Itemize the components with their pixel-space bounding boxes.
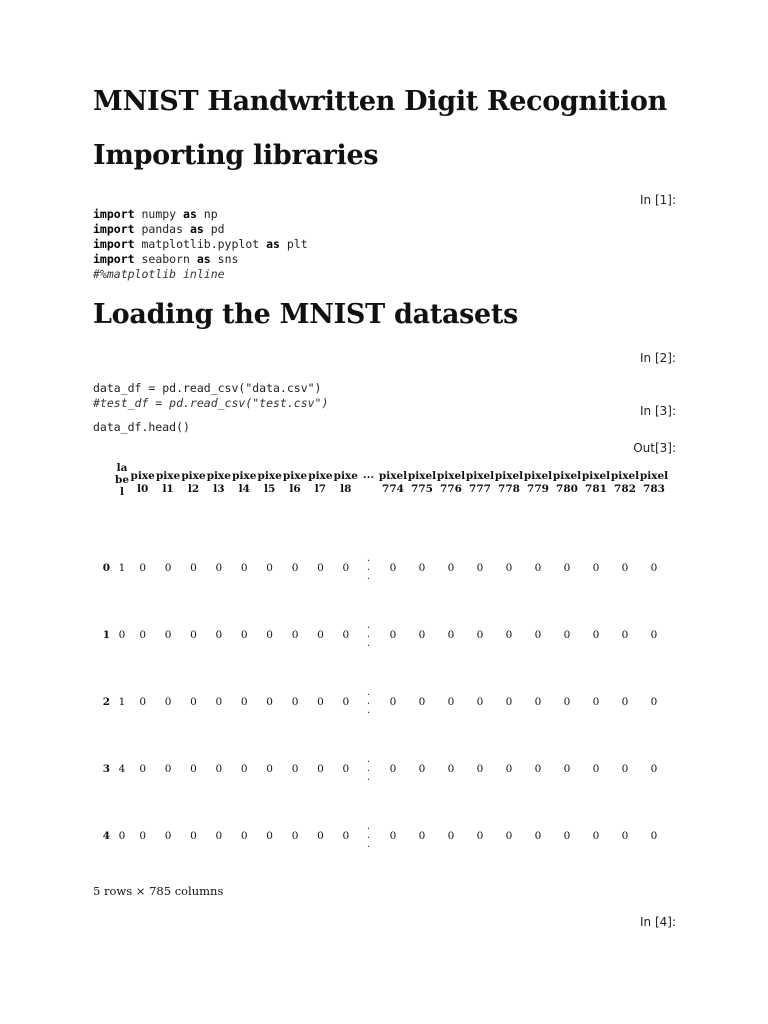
table-cell: 0	[291, 695, 299, 708]
section-heading-importing: Importing libraries	[93, 140, 379, 171]
table-cell: 0	[447, 762, 455, 775]
column-header: pixel7	[308, 470, 333, 495]
code-line	[93, 207, 308, 222]
table-cell: 0	[447, 695, 455, 708]
column-header: pixel783	[639, 470, 669, 495]
keyword: import	[93, 237, 135, 251]
table-cell: 0	[266, 695, 273, 708]
code-text: sns	[210, 252, 239, 266]
dataframe-table	[92, 462, 676, 869]
cell-label: 1	[118, 695, 126, 708]
table-cell: 0	[476, 829, 484, 842]
table-cell: 0	[317, 829, 324, 842]
table-cell: 0	[342, 695, 350, 708]
table-cell: 0	[563, 829, 571, 842]
table-cell: 0	[534, 762, 542, 775]
ellipsis-dot: .	[366, 830, 371, 841]
table-cell: 0	[418, 762, 426, 775]
code-line	[93, 222, 308, 237]
table-cell: 0	[342, 829, 350, 842]
code-text: matplotlib.pyplot	[134, 237, 267, 251]
ellipsis-dot: .	[366, 772, 371, 783]
table-cell: 0	[291, 829, 299, 842]
table-cell: 0	[418, 628, 426, 641]
ellipsis-dot: .	[366, 821, 371, 832]
table-cell: 0	[389, 829, 397, 842]
cell-label: 4	[118, 762, 126, 775]
table-cell: 0	[447, 829, 455, 842]
table-cell: 0	[418, 561, 426, 574]
table-cell: 0	[650, 561, 658, 574]
table-cell: 0	[621, 762, 629, 775]
table-cell: 0	[317, 628, 324, 641]
table-cell: 0	[215, 628, 223, 641]
cell-prompt-in-2: In [2]:	[640, 351, 676, 365]
table-cell: 0	[592, 695, 600, 708]
table-cell: 0	[190, 561, 197, 574]
code-line: data_df = pd.read_csv("data.csv")	[93, 381, 322, 395]
table-cell: 0	[164, 561, 172, 574]
table-cell: 0	[190, 628, 197, 641]
keyword: import	[93, 252, 135, 266]
table-cell: 0	[534, 628, 542, 641]
code-text: np	[196, 207, 218, 221]
table-cell: 0	[389, 762, 397, 775]
table-cell: 0	[650, 762, 658, 775]
table-row	[92, 668, 676, 735]
table-cell: 0	[139, 628, 147, 641]
table-row	[92, 735, 676, 802]
table-cell: 0	[266, 628, 273, 641]
column-header: pixel8	[333, 470, 358, 495]
table-cell: 0	[266, 829, 273, 842]
column-header: pixel776	[436, 470, 466, 495]
keyword: as	[183, 207, 197, 221]
code-comment: #%matplotlib inline	[93, 267, 225, 281]
page-title: MNIST Handwritten Digit Recognition	[93, 86, 667, 117]
code-text: numpy	[134, 207, 184, 221]
column-header: pixel775	[407, 470, 437, 495]
ellipsis-dot: .	[366, 696, 371, 707]
table-cell: 0	[389, 628, 397, 641]
column-header: pixel2	[181, 470, 206, 495]
table-cell: 0	[621, 628, 629, 641]
table-cell: 0	[266, 561, 273, 574]
keyword: as	[189, 222, 204, 236]
cell-ellipsis	[359, 621, 379, 648]
table-cell: 0	[563, 628, 571, 641]
table-cell: 0	[650, 695, 658, 708]
cell-ellipsis	[359, 822, 379, 849]
row-index: 2	[102, 695, 110, 708]
table-cell: 0	[291, 561, 299, 574]
keyword: as	[196, 252, 211, 266]
column-header: pixel5	[257, 470, 282, 495]
column-header: pixel780	[552, 470, 582, 495]
table-row	[92, 802, 676, 869]
code-line	[93, 237, 308, 252]
table-cell: 0	[190, 762, 197, 775]
table-cell: 0	[447, 628, 455, 641]
ellipsis-dot: .	[366, 562, 371, 573]
table-cell: 0	[621, 695, 629, 708]
column-header: pixel1	[155, 470, 181, 495]
row-index: 3	[102, 762, 110, 775]
table-cell: 0	[317, 762, 324, 775]
table-header-row	[92, 462, 676, 534]
cell-prompt-in-3: In [3]:	[640, 404, 676, 418]
cell-ellipsis	[359, 688, 379, 715]
table-cell: 0	[317, 695, 324, 708]
table-cell: 0	[534, 695, 542, 708]
table-cell: 0	[215, 561, 223, 574]
column-header: pixel782	[610, 470, 640, 495]
column-header: pixel778	[494, 470, 524, 495]
ellipsis-dot: .	[366, 620, 371, 631]
table-cell: 0	[240, 829, 248, 842]
table-cell: 0	[476, 628, 484, 641]
code-text: plt	[279, 237, 308, 251]
table-cell: 0	[505, 695, 513, 708]
table-cell: 0	[164, 829, 172, 842]
table-cell: 0	[266, 762, 273, 775]
table-cell: 0	[240, 762, 248, 775]
table-cell: 0	[505, 561, 513, 574]
cell-ellipsis	[359, 755, 379, 782]
column-header: pixel774	[378, 470, 408, 495]
ellipsis-dot: .	[366, 469, 371, 481]
table-cell: 0	[139, 762, 147, 775]
code-comment: #test_df = pd.read_csv("test.csv")	[93, 396, 329, 410]
keyword: import	[93, 222, 135, 236]
table-cell: 0	[139, 561, 147, 574]
table-cell: 0	[505, 762, 513, 775]
table-cell: 0	[476, 695, 484, 708]
cell-label: 0	[118, 628, 126, 641]
column-header-ellipsis	[359, 462, 379, 534]
cell-label: 1	[118, 561, 126, 574]
dataframe-summary: 5 rows × 785 columns	[93, 884, 224, 898]
table-cell: 0	[139, 829, 147, 842]
table-cell: 0	[650, 829, 658, 842]
column-header-label: label	[114, 462, 130, 498]
table-cell: 0	[190, 829, 197, 842]
ellipsis-dot: .	[366, 571, 371, 582]
index-header-cell	[92, 462, 114, 534]
ellipsis-dot: .	[366, 754, 371, 765]
code-line: data_df.head()	[93, 420, 190, 434]
row-index: 1	[102, 628, 110, 641]
table-row	[92, 534, 676, 601]
ellipsis-dot: .	[366, 839, 371, 850]
cell-prompt-out-3: Out[3]:	[633, 441, 676, 455]
table-cell: 0	[563, 695, 571, 708]
table-cell: 0	[476, 561, 484, 574]
table-cell: 0	[342, 762, 350, 775]
table-cell: 0	[418, 829, 426, 842]
column-header: pixel6	[282, 470, 308, 495]
table-cell: 0	[215, 762, 223, 775]
table-cell: 0	[592, 628, 600, 641]
table-cell: 0	[164, 695, 172, 708]
table-cell: 0	[215, 829, 223, 842]
table-cell: 0	[534, 829, 542, 842]
code-cell-3[interactable]	[93, 420, 190, 435]
ellipsis-dot: .	[370, 469, 374, 481]
table-cell: 0	[563, 762, 571, 775]
ellipsis-dot: .	[366, 763, 371, 774]
table-cell: 0	[291, 762, 299, 775]
column-header: pixel781	[581, 470, 611, 495]
code-text: seaborn	[134, 252, 197, 266]
ellipsis-dot: .	[366, 553, 371, 564]
keyword: import	[93, 207, 135, 221]
section-heading-loading: Loading the MNIST datasets	[93, 299, 518, 330]
table-cell: 0	[190, 695, 197, 708]
table-cell: 0	[342, 628, 350, 641]
row-index: 0	[102, 561, 110, 574]
table-cell: 0	[418, 695, 426, 708]
table-cell: 0	[389, 695, 397, 708]
table-cell: 0	[621, 829, 629, 842]
table-cell: 0	[291, 628, 299, 641]
code-line	[93, 252, 308, 267]
table-cell: 0	[621, 561, 629, 574]
table-cell: 0	[505, 628, 513, 641]
table-cell: 0	[317, 561, 324, 574]
code-text: pandas	[134, 222, 190, 236]
row-index: 4	[102, 829, 110, 842]
ellipsis-dot: .	[366, 638, 371, 649]
table-cell: 0	[563, 561, 571, 574]
code-cell-1[interactable]	[93, 207, 308, 282]
cell-ellipsis	[359, 554, 379, 581]
ellipsis-dot: .	[363, 469, 367, 481]
table-cell: 0	[389, 561, 397, 574]
table-row	[92, 601, 676, 668]
table-cell: 0	[592, 829, 600, 842]
column-header: pixel779	[523, 470, 553, 495]
cell-prompt-in-1: In [1]:	[640, 193, 676, 207]
ellipsis-dot: .	[366, 687, 371, 698]
table-cell: 0	[139, 695, 147, 708]
cell-label: 0	[118, 829, 126, 842]
ellipsis-dot: .	[366, 705, 371, 716]
column-header: pixel0	[130, 470, 155, 495]
column-header: pixel4	[232, 470, 257, 495]
table-cell: 0	[534, 561, 542, 574]
column-header: pixel777	[465, 470, 495, 495]
ellipsis-dot: .	[366, 629, 371, 640]
code-cell-2[interactable]	[93, 366, 328, 411]
table-cell: 0	[447, 561, 455, 574]
column-header: pixel3	[206, 470, 231, 495]
table-cell: 0	[240, 561, 248, 574]
table-cell: 0	[240, 628, 248, 641]
table-cell: 0	[164, 628, 172, 641]
table-cell: 0	[164, 762, 172, 775]
table-cell: 0	[505, 829, 513, 842]
table-cell: 0	[240, 695, 248, 708]
keyword: as	[266, 237, 280, 251]
code-text: pd	[203, 222, 225, 236]
table-cell: 0	[215, 695, 223, 708]
table-cell: 0	[476, 762, 484, 775]
table-cell: 0	[592, 762, 600, 775]
table-cell: 0	[650, 628, 658, 641]
table-cell: 0	[592, 561, 600, 574]
table-cell: 0	[342, 561, 350, 574]
cell-prompt-in-4: In [4]:	[640, 915, 676, 929]
